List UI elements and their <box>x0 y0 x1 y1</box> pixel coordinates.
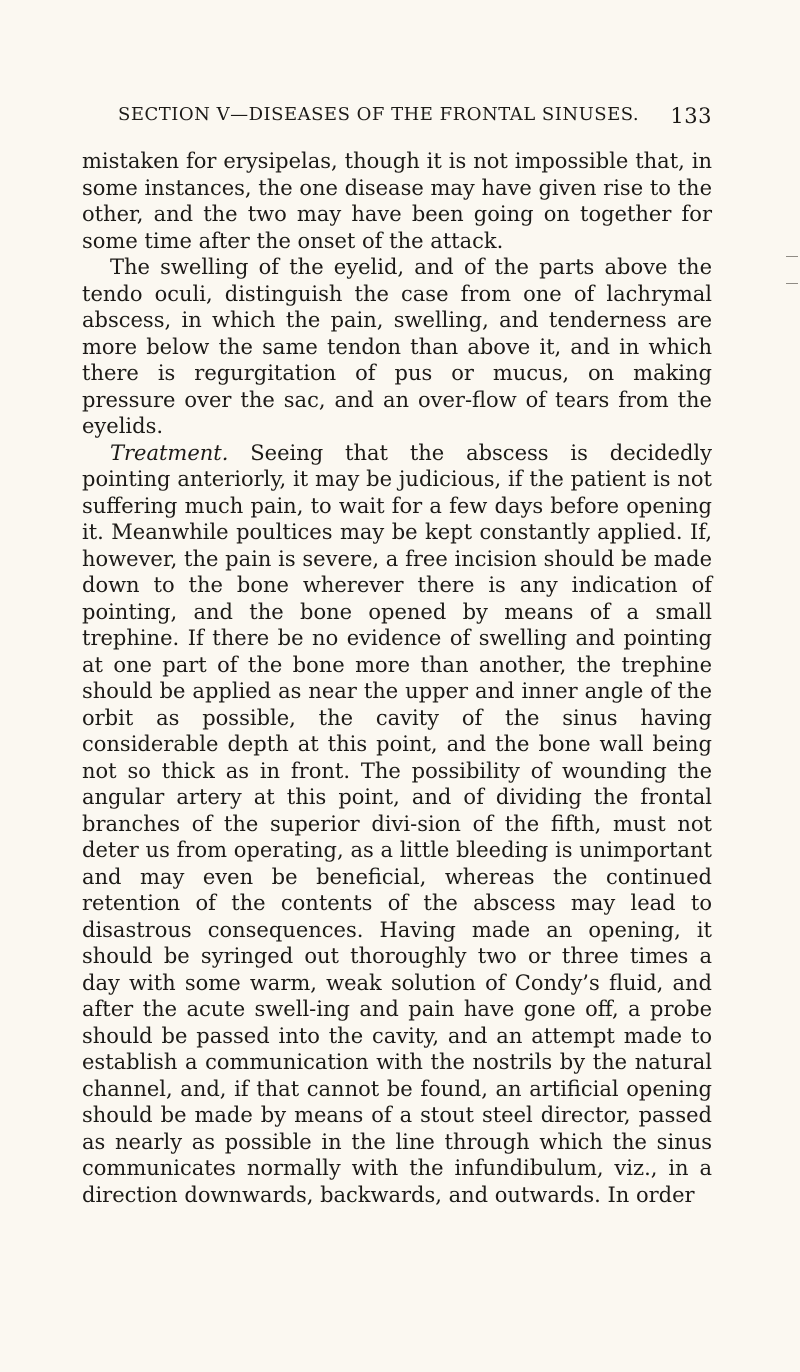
page-number: 133 <box>670 104 712 128</box>
margin-mark <box>786 283 798 284</box>
paragraph-3 <box>82 440 712 1209</box>
running-header <box>118 104 712 132</box>
body-text <box>82 148 712 1208</box>
paragraph-2: The swelling of the eyelid, and of the parts above the tendo oculi, distinguish the case from one of lachrymal abscess, in which the pain, swelling, and tenderness are more below the same tendon than above it, and in which there is regurgitation of pus or mucus, on making pressure over the sac, and an over-flow of tears from the eyelids. <box>82 255 712 438</box>
paragraph-3-text: Seeing that the abscess is decidedly pointing anteriorly, it may be judicious, if the patient is not suffering much pain, to wait for a few days before opening it. Meanwhile poultices may be kept constantly applied. If, however, the pain is severe, a free incision should be made down to the bone wherever there is any indication of pointing, and the bone opened by means of a small trephine. If there be no evidence of swelling and pointing at one part of the bone more than another, the trephine should be applied as near the upper and inner angle of the orbit as possible, the cavity of the sinus having considerable depth at this point, and the bone wall being not so thick as in front. The possibility of wounding the angular artery at this point, and of dividing the frontal branches of the superior divi-sion of the fifth, must not deter us from operating, as a little bleeding is unimportant and may even be beneficial, whereas the continued retention of the contents of the abscess may lead to disastrous consequences. Having made an opening, it should be syringed out thoroughly two or three times a day with some warm, weak solution of Condy’s fluid, and after the acute swell-ing and pain have gone off, a probe should be passed into the cavity, and an attempt made to establish a communication with the nostrils by the natural channel, and, if that cannot be found, an artificial opening should be made by means of a stout steel director, passed as nearly as possible in the line through which the sinus communicates normally with the infundibulum, viz., in a direction downwards, backwards, and outwards. In order <box>82 440 712 1207</box>
margin-mark <box>786 256 798 257</box>
paragraph-1: mistaken for erysipelas, though it is not impossible that, in some instances, the one disease may have given rise to the other, and the two may have been going on together for some time after the onset of the attack. <box>82 149 712 253</box>
treatment-heading: Treatment. <box>110 440 229 465</box>
section-title: SECTION V—DISEASES OF THE FRONTAL SINUSES. <box>118 104 640 125</box>
